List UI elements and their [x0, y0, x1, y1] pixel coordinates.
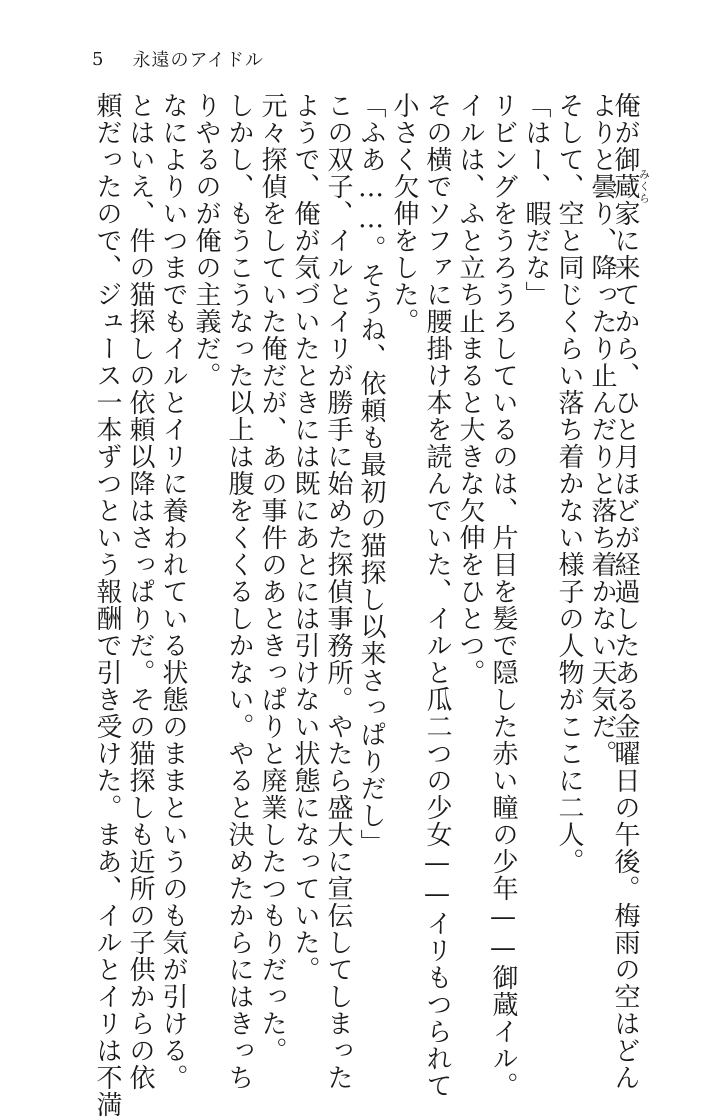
- text-line-11: ようで、俺が気づいたときには既にあとには引けない状態になっていた。: [290, 92, 320, 983]
- text-line-6: イルは、ふと立ち止まると大きな欠伸をひとつ。: [455, 92, 485, 686]
- ruby-mikura: [610, 168, 651, 205]
- ruby-base: 蔵: [610, 168, 640, 205]
- vertical-text-body: [91, 92, 651, 1118]
- text-line-12: 元々探偵をしていた俺だが、あの事件のあときっぱりと廃業したつもりだった。: [257, 92, 287, 1064]
- text-line-2: よりと曇り、降ったり止んだりと落ち着かない天気だ。: [587, 92, 617, 767]
- text-line-1-after: 家に来てから、ひと月ほどが経過したある金曜日の午後。梅雨の空はどん: [610, 200, 640, 1091]
- text-line-16: とはいえ、件の猫探しの依頼以降はさっぱりだ。その猫探しも近所の子供からの依: [125, 92, 155, 1091]
- text-line-5: リビングをうろうろしているのは、片目を髪で隠した赤い瞳の少年——御蔵イル。: [488, 92, 518, 1099]
- text-line-9: 「ふあ……。そうね、依頼も最初の猫探し以来さっぱりだし」: [356, 92, 386, 856]
- running-header: [92, 46, 264, 72]
- text-line-1: [610, 92, 651, 1091]
- book-title: 永遠のアイドル: [132, 50, 264, 71]
- text-line-1-before: 俺が御: [610, 92, 640, 173]
- ruby-reading: みくら: [637, 168, 651, 205]
- text-line-17: 頼だったので、ジュース一本ずつという報酬で引き受けた。まあ、イルとイリは不満: [92, 92, 122, 1118]
- text-line-8: 小さく欠伸をした。: [389, 92, 419, 335]
- text-line-15: なによりいつまでもイルとイリに養われている状態のままというのも気が引ける。: [158, 92, 188, 1091]
- text-line-14: りやるのが俺の主義だ。: [191, 92, 221, 389]
- page-number: 5: [92, 48, 105, 70]
- text-line-13: しかし、もうこうなった以上は腹をくくるしかない。やると決めたからにはきっち: [224, 92, 254, 1091]
- text-line-7: その横でソファに腰掛け本を読んでいた、イルと瓜二つの少女——イリもつられて: [422, 92, 452, 1099]
- text-line-10: この双子、イルとイリが勝手に始めた探偵事務所。やたら盛大に宣伝してしまった: [323, 92, 353, 1091]
- text-line-4: 「はー、暇だな」: [521, 92, 551, 308]
- text-line-3: そして、空と同じくらい落ち着かない様子の人物がここに二人。: [554, 92, 584, 875]
